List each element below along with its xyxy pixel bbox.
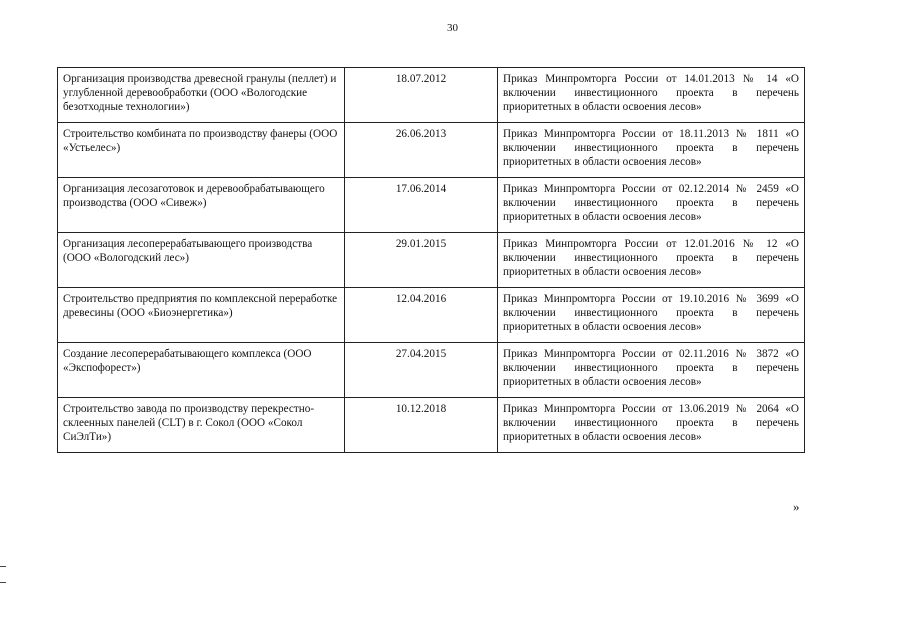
date-cell: 18.07.2012 [345, 68, 498, 123]
project-cell: Организация лесоперерабатывающего производства (ООО «Вологодский лес») [58, 233, 345, 288]
order-cell: Приказ Минпромторга России от 14.01.2013 № 14 «О включении инвестиционного проекта в перечень приоритетных в области освоения лесов» [498, 68, 805, 123]
margin-mark [0, 582, 6, 583]
projects-table [57, 67, 805, 453]
project-cell: Строительство завода по производству перекрестно-склеенных панелей (CLT) в г. Сокол (ООО «Сокол СиЭлТи») [58, 398, 345, 453]
table-row [58, 68, 805, 123]
margin-mark [0, 566, 6, 567]
order-cell: Приказ Минпромторга России от 19.10.2016 № 3699 «О включении инвестиционного проекта в перечень приоритетных в области освоения лесов» [498, 288, 805, 343]
table-row [58, 178, 805, 233]
order-cell: Приказ Минпромторга России от 02.12.2014 № 2459 «О включении инвестиционного проекта в перечень приоритетных в области освоения лесов» [498, 178, 805, 233]
closing-quote: » [793, 499, 800, 514]
project-cell: Строительство предприятия по комплексной переработке древесины (ООО «Биоэнергетика») [58, 288, 345, 343]
page-number: 30 [447, 22, 458, 34]
order-cell: Приказ Минпромторга России от 12.01.2016 № 12 «О включении инвестиционного проекта в перечень приоритетных в области освоения лесов» [498, 233, 805, 288]
date-cell: 17.06.2014 [345, 178, 498, 233]
table-row [58, 343, 805, 398]
order-cell: Приказ Минпромторга России от 02.11.2016 № 3872 «О включении инвестиционного проекта в перечень приоритетных в области освоения лесов» [498, 343, 805, 398]
project-cell: Организация производства древесной гранулы (пеллет) и углубленной деревообработки (ООО «Вологодские безотходные технологии») [58, 68, 345, 123]
project-cell: Организация лесозаготовок и деревообрабатывающего производства (ООО «Сивеж») [58, 178, 345, 233]
table-row [58, 288, 805, 343]
project-cell: Создание лесоперерабатывающего комплекса (ООО «Экспофорест») [58, 343, 345, 398]
order-cell: Приказ Минпромторга России от 18.11.2013 № 1811 «О включении инвестиционного проекта в перечень приоритетных в области освоения лесов» [498, 123, 805, 178]
date-cell: 29.01.2015 [345, 233, 498, 288]
date-cell: 27.04.2015 [345, 343, 498, 398]
project-cell: Строительство комбината по производству фанеры (ООО «Устьелес») [58, 123, 345, 178]
table-row [58, 233, 805, 288]
table-row [58, 398, 805, 453]
date-cell: 12.04.2016 [345, 288, 498, 343]
table-row [58, 123, 805, 178]
order-cell: Приказ Минпромторга России от 13.06.2019 № 2064 «О включении инвестиционного проекта в перечень приоритетных в области освоения лесов» [498, 398, 805, 453]
date-cell: 26.06.2013 [345, 123, 498, 178]
date-cell: 10.12.2018 [345, 398, 498, 453]
